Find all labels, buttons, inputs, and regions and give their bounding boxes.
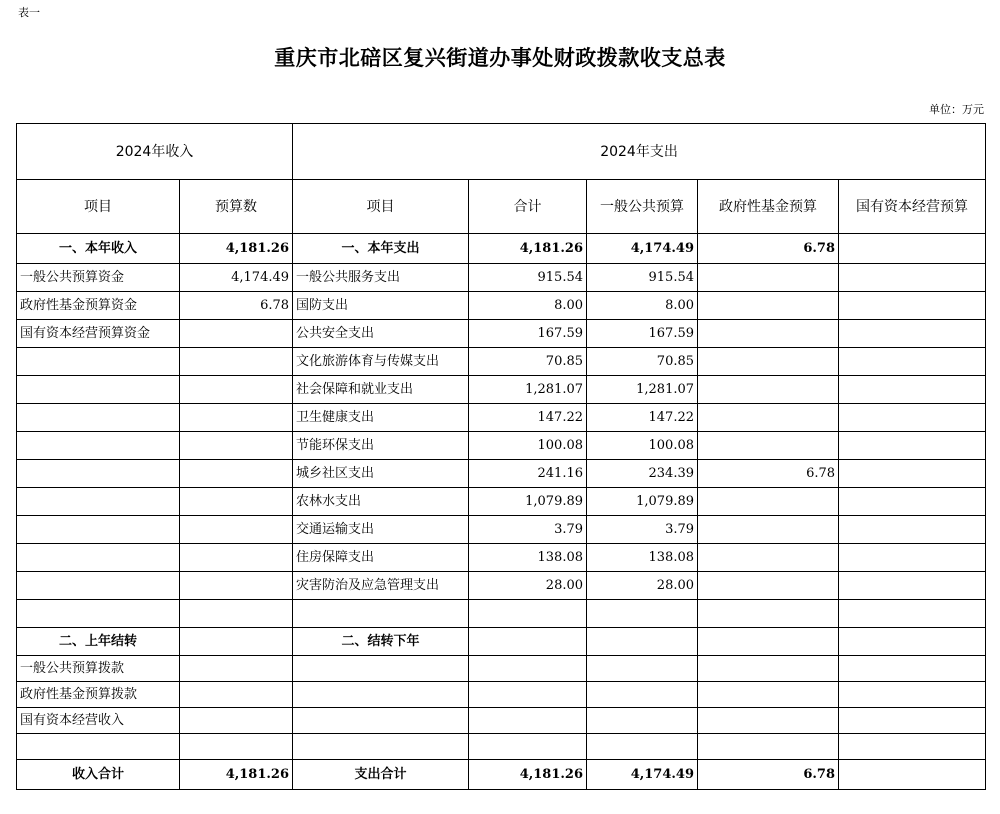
expense-soe — [839, 320, 986, 348]
expense-total: 70.85 — [469, 348, 587, 376]
col-soe-budget: 国有资本经营预算 — [839, 180, 986, 234]
budget-summary-table — [16, 123, 986, 790]
expense-section-general: 4,174.49 — [587, 234, 698, 264]
income-value: 6.78 — [180, 292, 293, 320]
carryover-in-label: 二、上年结转 — [17, 628, 180, 656]
expense-item: 交通运输支出 — [293, 516, 469, 544]
header-column-row — [17, 180, 986, 234]
income-item — [17, 460, 180, 488]
income-value — [180, 432, 293, 460]
expense-soe — [839, 292, 986, 320]
income-value: 4,174.49 — [180, 264, 293, 292]
income-value — [180, 488, 293, 516]
unit-label: 单位：万元 — [929, 103, 984, 116]
expense-soe — [839, 544, 986, 572]
expense-fund — [698, 488, 839, 516]
income-item — [17, 376, 180, 404]
income-section-label: 一、本年收入 — [17, 234, 180, 264]
income-item — [17, 572, 180, 600]
expense-general: 147.22 — [587, 404, 698, 432]
page-title: 重庆市北碚区复兴街道办事处财政拨款收支总表 — [274, 45, 726, 70]
expense-item: 卫生健康支出 — [293, 404, 469, 432]
section2-row — [17, 628, 986, 656]
table-row — [17, 460, 986, 488]
income-item — [17, 432, 180, 460]
income-item: 一般公共预算资金 — [17, 264, 180, 292]
table-row — [17, 656, 986, 682]
expense-item: 住房保障支出 — [293, 544, 469, 572]
expense-fund: 6.78 — [698, 460, 839, 488]
expense-grand-general: 4,174.49 — [587, 760, 698, 790]
income-group-header: 2024年收入 — [17, 124, 293, 180]
expense-total: 1,079.89 — [469, 488, 587, 516]
expense-fund — [698, 516, 839, 544]
table-row — [17, 682, 986, 708]
table-row — [17, 488, 986, 516]
expense-item: 文化旅游体育与传媒支出 — [293, 348, 469, 376]
table-row — [17, 376, 986, 404]
expense-fund — [698, 376, 839, 404]
expense-total: 241.16 — [469, 460, 587, 488]
expense-item: 农林水支出 — [293, 488, 469, 516]
expense-general: 100.08 — [587, 432, 698, 460]
income-item — [17, 544, 180, 572]
expense-item: 城乡社区支出 — [293, 460, 469, 488]
expense-total: 167.59 — [469, 320, 587, 348]
table-row — [17, 572, 986, 600]
income-item — [17, 404, 180, 432]
expense-soe — [839, 460, 986, 488]
col-total: 合计 — [469, 180, 587, 234]
income-item — [17, 516, 180, 544]
income-value — [180, 320, 293, 348]
expense-fund — [698, 292, 839, 320]
income-item — [17, 488, 180, 516]
income-item: 国有资本经营预算资金 — [17, 320, 180, 348]
table-row — [17, 348, 986, 376]
carryover-out-label: 二、结转下年 — [293, 628, 469, 656]
expense-item: 节能环保支出 — [293, 432, 469, 460]
table-row — [17, 264, 986, 292]
expense-item: 灾害防治及应急管理支出 — [293, 572, 469, 600]
expense-general: 3.79 — [587, 516, 698, 544]
expense-section-label: 一、本年支出 — [293, 234, 469, 264]
table-row — [17, 708, 986, 734]
income-value — [180, 516, 293, 544]
expense-general: 234.39 — [587, 460, 698, 488]
expense-group-header: 2024年支出 — [293, 124, 986, 180]
table-row — [17, 516, 986, 544]
col-general-budget: 一般公共预算 — [587, 180, 698, 234]
expense-total: 3.79 — [469, 516, 587, 544]
expense-soe — [839, 572, 986, 600]
expense-total: 915.54 — [469, 264, 587, 292]
income-total-value: 4,181.26 — [180, 760, 293, 790]
carryover-item: 一般公共预算拨款 — [17, 656, 180, 682]
expense-fund — [698, 348, 839, 376]
expense-total: 28.00 — [469, 572, 587, 600]
income-section-value: 4,181.26 — [180, 234, 293, 264]
expense-general: 167.59 — [587, 320, 698, 348]
expense-fund — [698, 572, 839, 600]
income-value — [180, 376, 293, 404]
expense-total: 138.08 — [469, 544, 587, 572]
expense-section-total: 4,181.26 — [469, 234, 587, 264]
expense-item: 社会保障和就业支出 — [293, 376, 469, 404]
income-value — [180, 572, 293, 600]
expense-fund — [698, 320, 839, 348]
expense-total-label: 支出合计 — [293, 760, 469, 790]
expense-soe — [839, 264, 986, 292]
expense-section-soe — [839, 234, 986, 264]
expense-total: 100.08 — [469, 432, 587, 460]
expense-item: 一般公共服务支出 — [293, 264, 469, 292]
expense-fund — [698, 544, 839, 572]
expense-general: 138.08 — [587, 544, 698, 572]
expense-soe — [839, 404, 986, 432]
header-group-row — [17, 124, 986, 180]
expense-soe — [839, 376, 986, 404]
income-item — [17, 348, 180, 376]
expense-soe — [839, 432, 986, 460]
carryover-item: 政府性基金预算拨款 — [17, 682, 180, 708]
table-row — [17, 544, 986, 572]
expense-soe — [839, 348, 986, 376]
table-row — [17, 292, 986, 320]
expense-general: 8.00 — [587, 292, 698, 320]
expense-item: 公共安全支出 — [293, 320, 469, 348]
table-row — [17, 320, 986, 348]
expense-section-fund: 6.78 — [698, 234, 839, 264]
expense-fund — [698, 264, 839, 292]
income-value — [180, 460, 293, 488]
table-row — [17, 404, 986, 432]
expense-item: 国防支出 — [293, 292, 469, 320]
blank-row — [17, 734, 986, 760]
expense-total: 8.00 — [469, 292, 587, 320]
expense-fund — [698, 432, 839, 460]
expense-fund — [698, 404, 839, 432]
table-tag: 表一 — [18, 6, 40, 19]
income-value — [180, 348, 293, 376]
expense-general: 70.85 — [587, 348, 698, 376]
col-fund-budget: 政府性基金预算 — [698, 180, 839, 234]
income-item: 政府性基金预算资金 — [17, 292, 180, 320]
totals-row — [17, 760, 986, 790]
expense-grand-total: 4,181.26 — [469, 760, 587, 790]
section1-row — [17, 234, 986, 264]
expense-soe — [839, 516, 986, 544]
carryover-item: 国有资本经营收入 — [17, 708, 180, 734]
col-expense-item: 项目 — [293, 180, 469, 234]
income-value — [180, 404, 293, 432]
expense-total: 147.22 — [469, 404, 587, 432]
expense-grand-soe — [839, 760, 986, 790]
expense-soe — [839, 488, 986, 516]
expense-general: 1,079.89 — [587, 488, 698, 516]
table-row — [17, 432, 986, 460]
expense-general: 915.54 — [587, 264, 698, 292]
col-income-item: 项目 — [17, 180, 180, 234]
expense-grand-fund: 6.78 — [698, 760, 839, 790]
expense-general: 1,281.07 — [587, 376, 698, 404]
expense-general: 28.00 — [587, 572, 698, 600]
col-income-budget: 预算数 — [180, 180, 293, 234]
income-value — [180, 544, 293, 572]
expense-total: 1,281.07 — [469, 376, 587, 404]
blank-row — [17, 600, 986, 628]
income-total-label: 收入合计 — [17, 760, 180, 790]
